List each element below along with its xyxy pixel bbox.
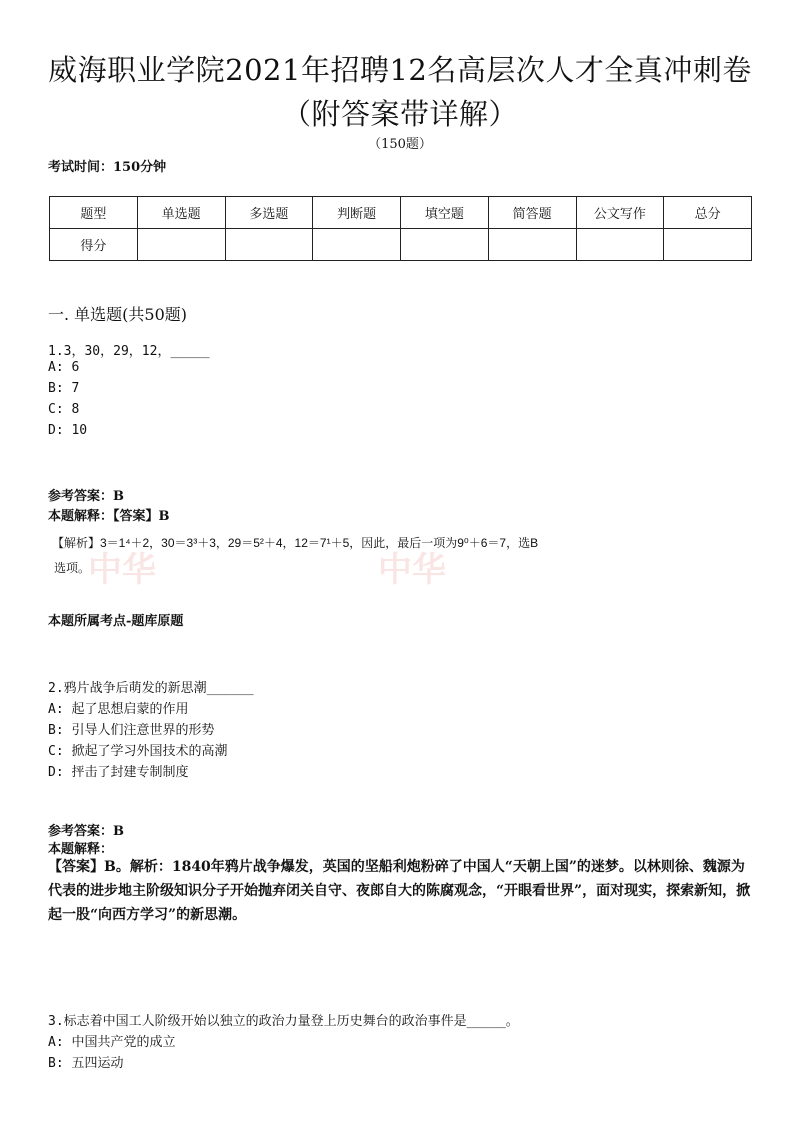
table-header-cell: 多选题 [225,197,313,229]
q2-option-a: A: 起了思想启蒙的作用 [48,702,189,717]
q1-point: 本题所属考点-题库原题 [48,614,184,629]
table-header-cell: 简答题 [488,197,576,229]
score-cell [225,229,313,261]
q2-stem: 2.鸦片战争后萌发的新思潮______ [48,681,254,696]
q1-explain-line: 选项。 [54,561,91,575]
q1-explanation-image [48,528,648,589]
q1-answer: 参考答案：B [48,489,124,504]
q2-explain-label: 本题解释： [48,842,114,857]
q1-explain-line: 【解析】3＝1⁴＋2，30＝3³＋3，29＝5²＋4，12＝7¹＋5，因此，最后一项为9⁰＋6＝7，选B [52,536,539,550]
score-cell [137,229,225,261]
score-cell [576,229,664,261]
score-cell [401,229,489,261]
q1-option-c: C: 8 [48,402,80,417]
q3-stem: 3.标志着中国工人阶级开始以独立的政治力量登上历史舞台的政治事件是_____。 [48,1014,519,1029]
table-header-cell: 总分 [664,197,752,229]
q3-option-a: A: 中国共产党的成立 [48,1035,176,1050]
table-header-cell: 单选题 [137,197,225,229]
document-title: 威海职业学院2021年招聘12名高层次人才全真冲刺卷（附答案带详解） [48,53,752,131]
q1-option-a: A: 6 [48,360,80,375]
table-header-cell: 题型 [50,197,138,229]
table-header-cell: 判断题 [313,197,401,229]
q3-option-b: B: 五四运动 [48,1056,124,1071]
score-row-label: 得分 [50,229,138,261]
score-table-row [50,229,752,261]
q1-option-d: D: 10 [48,423,88,438]
q2-option-c: C: 掀起了学习外国技术的高潮 [48,744,228,759]
q2-option-d: D: 抨击了封建专制制度 [48,765,189,780]
watermark: 中华 [88,551,156,589]
score-cell [313,229,401,261]
table-header-cell: 填空题 [401,197,489,229]
section-title: 一. 单选题(共50题) [48,305,188,324]
score-table [49,196,752,261]
q2-answer: 参考答案：B [48,824,124,839]
q2-explanation: 【答案】B。解析：1840年鸦片战争爆发，英国的坚船利炮粉碎了中国人“天朝上国”的迷梦。以林则徐、魏源为代表的进步地主阶级知识分子开始抛弃闭关自守、夜郎自大的陈腐观念，“开眼看世界”，面对现实，探索新知，掀起一股“向西方学习”的新思潮。 [48,859,751,923]
exam-time: 考试时间：150分钟 [48,160,167,175]
q2-option-b: B: 引导人们注意世界的形势 [48,723,215,738]
question-count: （150题） [368,137,432,152]
q1-explain-label: 本题解释：【答案】B [48,509,170,524]
watermark: 中华 [378,551,446,589]
q1-stem: 1.3，30，29，12，_____ [48,344,210,359]
score-cell [664,229,752,261]
score-table-header-row [50,197,752,229]
score-cell [488,229,576,261]
table-header-cell: 公文写作 [576,197,664,229]
q1-option-b: B: 7 [48,381,80,396]
